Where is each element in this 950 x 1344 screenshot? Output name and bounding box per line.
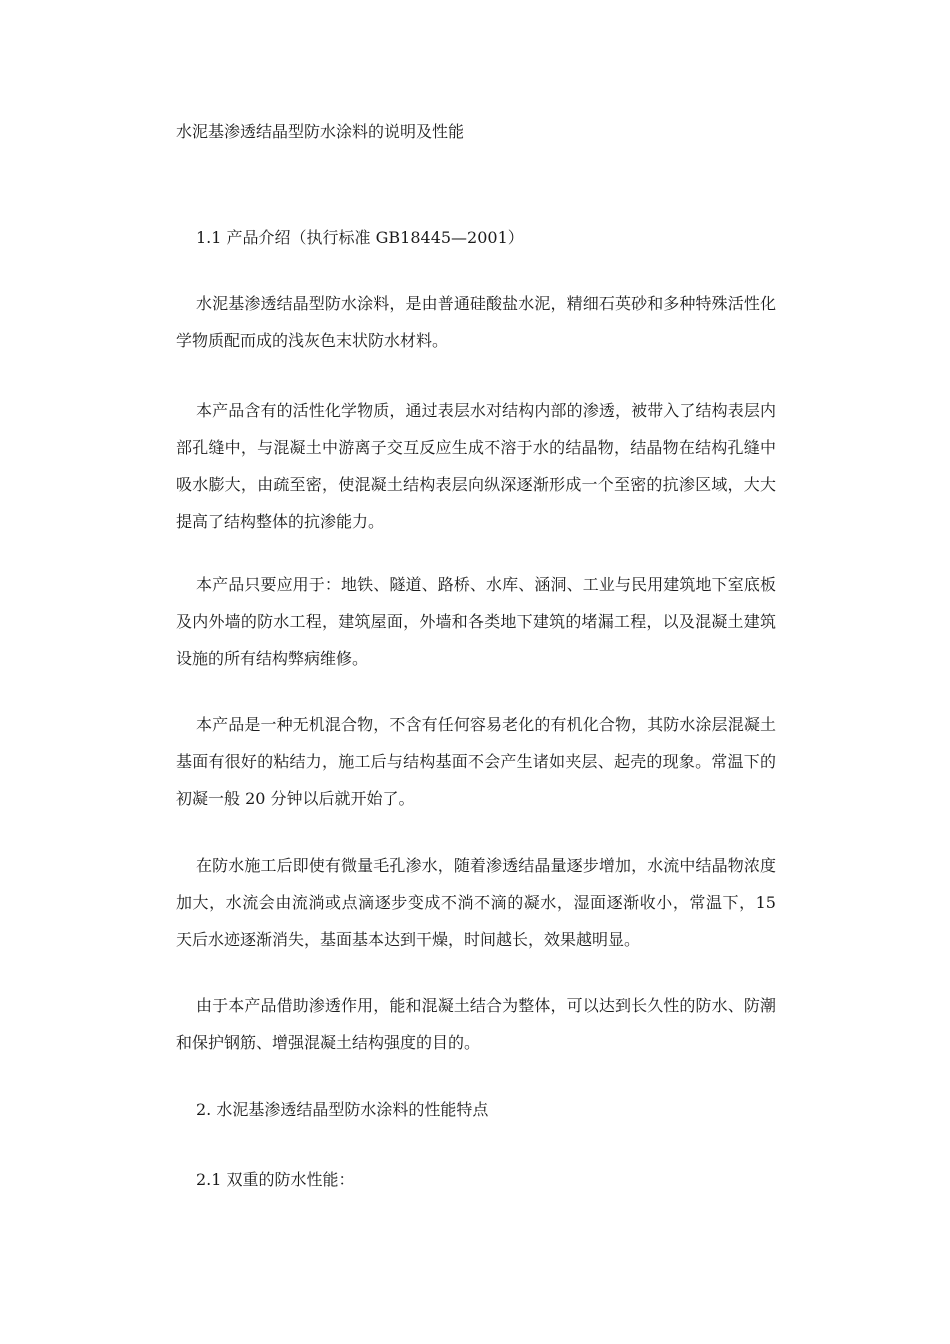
paragraph-composition-properties: 本产品是一种无机混合物，不含有任何容易老化的有机化合物，其防水涂层混凝土基面有很好的粘结力，施工后与结构基面不会产生诸如夹层、起壳的现象。常温下的初凝一般 20 分钟以后就开始了。 bbox=[176, 715, 776, 808]
document-title: 水泥基渗透结晶型防水涂料的说明及性能 bbox=[176, 122, 465, 141]
paragraph-product-composition: 水泥基渗透结晶型防水涂料，是由普通硅酸盐水泥，精细石英砂和多种特殊活性化学物质配而成的浅灰色末状防水材料。 bbox=[176, 294, 776, 350]
paragraph-leak-behavior: 在防水施工后即使有微量毛孔渗水，随着渗透结晶量逐步增加，水流中结晶物浓度加大，水流会由流淌或点滴逐步变成不淌不滴的凝水，湿面逐渐收小，常温下，15 天后水迹逐渐消失，基面基本达到干燥，时间越长，效果越明显。 bbox=[176, 856, 776, 949]
section-heading-2-1: 2.1 双重的防水性能： bbox=[196, 1170, 355, 1189]
section-heading-1-1: 1.1 产品介绍（执行标准 GB18445—2001） bbox=[196, 228, 524, 247]
section-heading-2: 2. 水泥基渗透结晶型防水涂料的性能特点 bbox=[196, 1100, 489, 1119]
paragraph-mechanism: 本产品含有的活性化学物质，通过表层水对结构内部的渗透，被带入了结构表层内部孔缝中，与混凝土中游离子交互反应生成不溶于水的结晶物，结晶物在结构孔缝中吸水膨大，由疏至密，使混凝土结构表层向纵深逐渐形成一个至密的抗渗区域，大大提高了结构整体的抗渗能力。 bbox=[176, 401, 776, 531]
paragraph-applications: 本产品只要应用于：地铁、隧道、路桥、水库、涵洞、工业与民用建筑地下室底板及内外墙的防水工程，建筑屋面，外墙和各类地下建筑的堵漏工程，以及混凝土建筑设施的所有结构弊病维修。 bbox=[176, 575, 776, 668]
paragraph-durability: 由于本产品借助渗透作用，能和混凝土结合为整体，可以达到长久性的防水、防潮和保护钢筋、增强混凝土结构强度的目的。 bbox=[176, 996, 776, 1052]
